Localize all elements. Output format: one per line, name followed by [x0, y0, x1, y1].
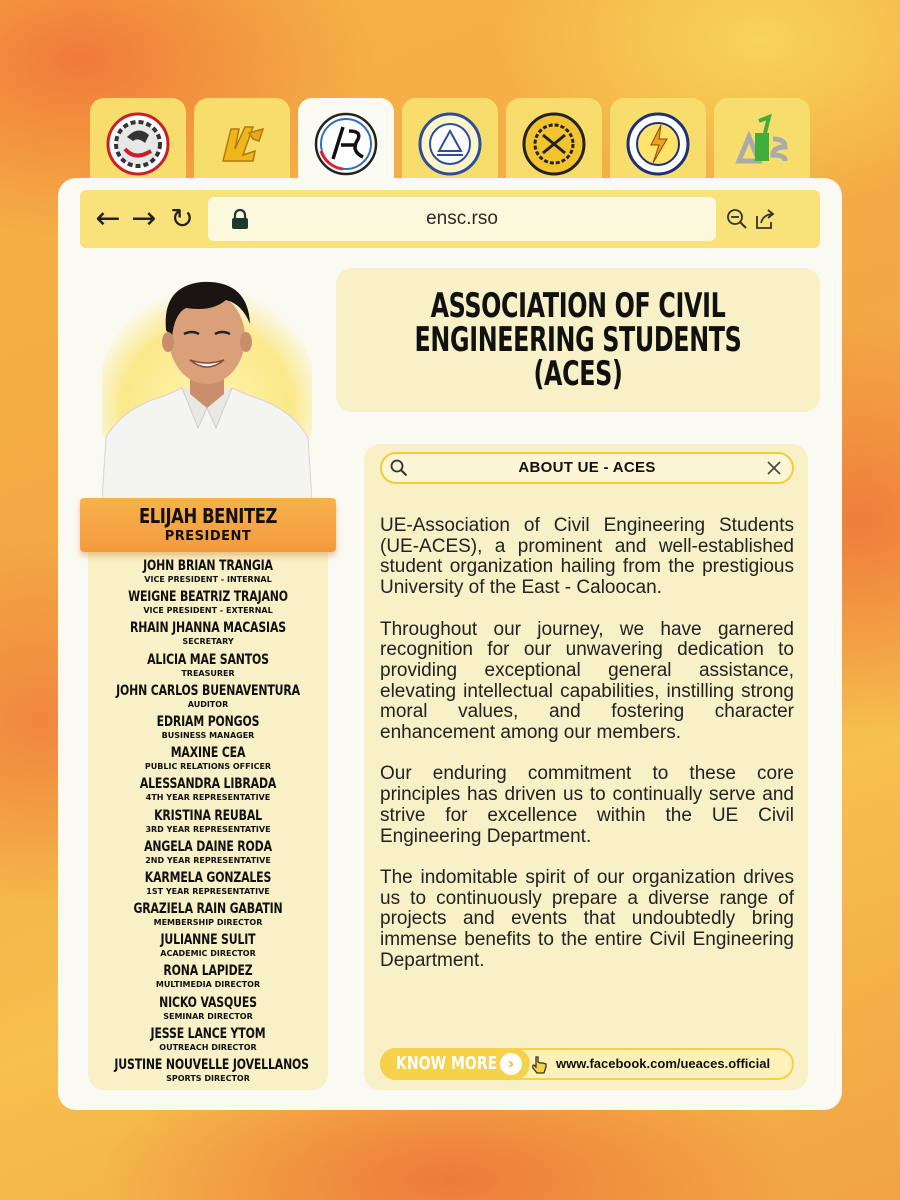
tab-org-1[interactable]: [90, 98, 186, 190]
officer-entry: [88, 839, 328, 870]
officer-role: SEMINAR DIRECTOR: [163, 1011, 253, 1021]
officer-name: KRISTINA REUBAL: [154, 807, 262, 824]
officer-name: GRAZIELA RAIN GABATIN: [133, 901, 283, 918]
title-card: [336, 268, 820, 412]
address-bar[interactable]: [208, 197, 716, 241]
share-icon[interactable]: [754, 208, 776, 230]
officer-entry: [88, 995, 328, 1026]
officer-entry: [88, 776, 328, 807]
officer-name: WEIGNE BEATRIZ TRAJANO: [128, 589, 288, 606]
officer-name: RONA LAPIDEZ: [163, 963, 253, 980]
pointer-hand-icon: [530, 1055, 548, 1075]
officer-entry: [88, 745, 328, 776]
zoom-out-icon[interactable]: [726, 208, 748, 230]
close-icon[interactable]: [766, 460, 782, 476]
officer-entry: [88, 589, 328, 620]
page-title: ASSOCIATION OF CIVIL ENGINEERING STUDENTS (ACES): [414, 286, 742, 394]
browser-toolbar: [80, 190, 820, 248]
aees-seal-logo: [625, 111, 691, 177]
president-banner: [80, 498, 336, 552]
officer-role: OUTREACH DIRECTOR: [159, 1042, 257, 1052]
ensc-monogram-logo: [313, 111, 379, 177]
officer-name: ANGELA DAINE RODA: [144, 838, 272, 855]
officer-name: JOHN BRIAN TRANGIA: [143, 558, 273, 574]
tab-org-5[interactable]: [506, 98, 602, 190]
officer-name: ALICIA MAE SANTOS: [147, 651, 269, 668]
about-paragraph: The indomitable spirit of our organization drives us to continuously prepare a diverse range of projects and events that undoubtedly bring immense benefits to the entire Civil Engineering Department.: [380, 866, 794, 971]
officer-role: 4TH YEAR REPRESENTATIVE: [145, 793, 271, 803]
officer-role: 2ND YEAR REPRESENTATIVE: [145, 855, 271, 865]
browser-window: [58, 178, 842, 1110]
about-body: [380, 516, 794, 992]
officer-role: 1ST YEAR REPRESENTATIVE: [146, 886, 270, 896]
tab-org-4[interactable]: [402, 98, 498, 190]
officer-name: KARMELA GONZALES: [144, 869, 272, 886]
about-panel: [364, 444, 808, 1090]
officer-entry: [88, 652, 328, 683]
tab-org-3[interactable]: [298, 98, 394, 190]
president-portrait: [102, 268, 312, 500]
url-text: ensc.rso: [426, 208, 498, 229]
yellow-monogram-logo: [209, 111, 275, 177]
officer-name: EDRIAM PONGOS: [156, 713, 260, 730]
officer-role: TREASURER: [181, 668, 235, 678]
officer-name: RHAIN JHANNA MACASIAS: [130, 620, 286, 637]
facebook-link[interactable]: www.facebook.com/ueaces.official: [556, 1056, 771, 1071]
president-name: ELIJAH BENITEZ: [138, 504, 278, 528]
officer-entry: [88, 620, 328, 651]
officer-role: SECRETARY: [182, 637, 234, 647]
footer-link-bar: [380, 1048, 794, 1080]
officer-entry: [88, 808, 328, 839]
about-paragraph: Throughout our journey, we have garnered recognition for our unwavering dedication to providing exceptional general assistance, elevating intellectual capabilities, instilling strong moral values, and fostering character enhancement among our members.: [380, 618, 794, 744]
officer-entry: [88, 901, 328, 932]
officer-role: MULTIMEDIA DIRECTOR: [155, 980, 261, 990]
officer-entry: [88, 714, 328, 745]
officer-role: MEMBERSHIP DIRECTOR: [153, 918, 263, 928]
about-paragraph: Our enduring commitment to these core principles has driven us to continually serve and strive for excellence within the UE Civil Engineering Department.: [380, 763, 794, 847]
back-button[interactable]: ←: [95, 201, 121, 236]
about-heading: ABOUT UE - ACES: [518, 459, 656, 476]
tab-org-7[interactable]: [714, 98, 810, 190]
officer-entry: [88, 1026, 328, 1057]
arrow-circle-icon: ›: [500, 1053, 522, 1075]
officer-entry: [88, 1057, 328, 1088]
officer-entry: [88, 963, 328, 994]
about-paragraph: UE-Association of Civil Engineering Students (UE-ACES), a prominent and well-established student organization hailing from the prestigious University of the East - Caloocan.: [380, 515, 794, 599]
officer-entry: [88, 683, 328, 714]
electronics-engineers-seal-logo: [417, 111, 483, 177]
officer-role: AUDITOR: [187, 699, 229, 709]
president-role: PRESIDENT: [164, 529, 252, 544]
tab-org-6[interactable]: [610, 98, 706, 190]
tab-org-2[interactable]: [194, 98, 290, 190]
officer-name: JESSE LANCE YTOM: [150, 1025, 266, 1042]
officer-role: PUBLIC RELATIONS OFFICER: [144, 762, 272, 772]
org-tab-strip: [90, 98, 810, 190]
officer-role: ACADEMIC DIRECTOR: [160, 949, 256, 959]
about-search-bar[interactable]: [380, 452, 794, 484]
officer-entry: [88, 932, 328, 963]
know-more-label: KNOW MORE: [396, 1053, 498, 1074]
gear-crest-logo: [105, 111, 171, 177]
officer-role: SPORTS DIRECTOR: [166, 1074, 250, 1083]
officer-entry: [88, 558, 328, 589]
officer-role: BUSINESS MANAGER: [161, 730, 255, 740]
reload-button[interactable]: ↻: [170, 202, 194, 235]
officer-name: JULIANNE SULIT: [160, 932, 256, 949]
officer-name: JUSTINE NOUVELLE JOVELLANOS: [114, 1057, 309, 1073]
officer-role: VICE PRESIDENT - INTERNAL: [144, 575, 272, 584]
officer-role: VICE PRESIDENT - EXTERNAL: [143, 606, 273, 616]
know-more-button[interactable]: [380, 1048, 530, 1080]
mechanical-engineers-seal-logo: [521, 111, 587, 177]
officer-role: 3RD YEAR REPRESENTATIVE: [145, 824, 271, 834]
aces-logo: [729, 111, 795, 177]
officer-name: NICKO VASQUES: [159, 994, 257, 1011]
officer-name: JOHN CARLOS BUENAVENTURA: [116, 682, 300, 699]
officer-name: MAXINE CEA: [170, 745, 246, 762]
forward-button[interactable]: →: [131, 201, 157, 236]
officer-entry: [88, 870, 328, 901]
officers-list: [88, 534, 328, 1090]
officer-name: ALESSANDRA LIBRADA: [139, 776, 277, 793]
